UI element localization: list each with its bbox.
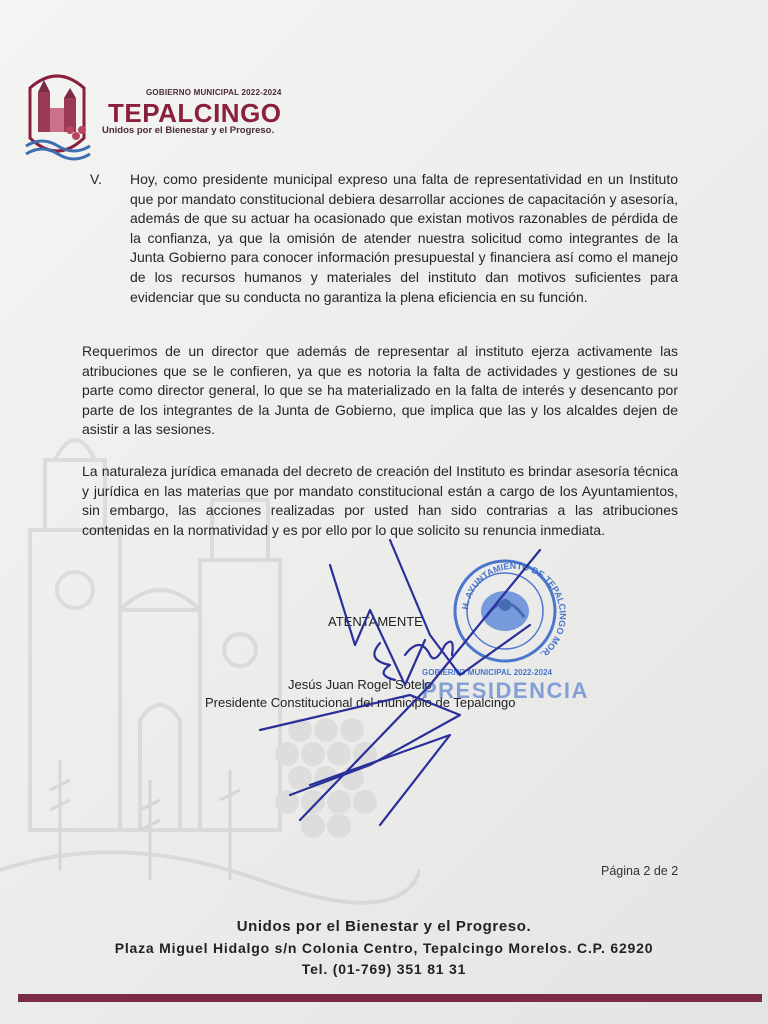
page-number: Página 2 de 2 [601,864,679,878]
footer-slogan: Unidos por el Bienestar y el Progreso. [236,918,532,935]
item-number: V. [90,171,102,187]
government-line: GOBIERNO MUNICIPAL 2022-2024 [146,88,282,97]
handwritten-signature [230,535,560,835]
seal-office-text: PRESIDENCIA [422,678,589,703]
municipal-logo [22,68,312,164]
closing-text: ATENTAMENTE [328,614,423,629]
church-emblem-icon [22,68,92,162]
seal-ring-text: H. AYUNTAMIENTO DE TEPALCINGO MOR. [460,560,568,660]
footer-divider [18,994,762,1002]
item-text: Hoy, como presidente municipal expreso una falta de representatividad en un Instituto que por mandato constitucional debiera desarrollar acciones de capacitación y asesoría, además de que su actuar ha ocasionado que existan motivos razonables de pérdida de la confianza, ya que la omisión de atender nuestra solicitud como integrantes de la Junta Gobierno para conocer información presupuestal y financiera así como el manejo de los recursos humanos y materiales del instituto dan motivos suficientes para evidenciar que su conducta no garantiza la plena eficiencia en su función. [130,171,678,305]
seal-government-line: GOBIERNO MUNICIPAL 2022-2024 [422,668,552,677]
signer-name: Jesús Juan Rogel Sotelo [288,677,432,692]
signer-title: Presidente Constitucional del municipio de Tepalcingo [205,695,516,710]
paragraph-1: Requerimos de un director que además de representar al instituto ejerza activamente las atribuciones que se le confieren, ya que es notoria la falta de actividades y gestiones de su parte como director general, lo que se ha materializado en la falta de interés y desencanto por parte de los integrantes de la Junta de Gobierno, que implica que las y los alcaldes dejen de asistir a las sesiones. [82,343,678,438]
paragraph-2: La naturaleza jurídica emanada del decreto de creación del Instituto es brindar asesoría técnica y jurídica en las materias que por mandato constitucional están a cargo de los Ayuntamientos, sin embargo, las acciones realizadas por usted han sido contrarias a las atribuciones contenidas en la normatividad y es por ello por lo que solicito su renuncia inmediata. [82,463,678,538]
footer-address: Plaza Miguel Hidalgo s/n Colonia Centro, Tepalcingo Morelos. C.P. 62920 [114,940,654,956]
header-slogan: Unidos por el Bienestar y el Progreso. [102,125,275,136]
municipality-name: TEPALCINGO [108,98,282,128]
footer-phone: Tel. (01-769) 351 81 31 [301,961,467,977]
